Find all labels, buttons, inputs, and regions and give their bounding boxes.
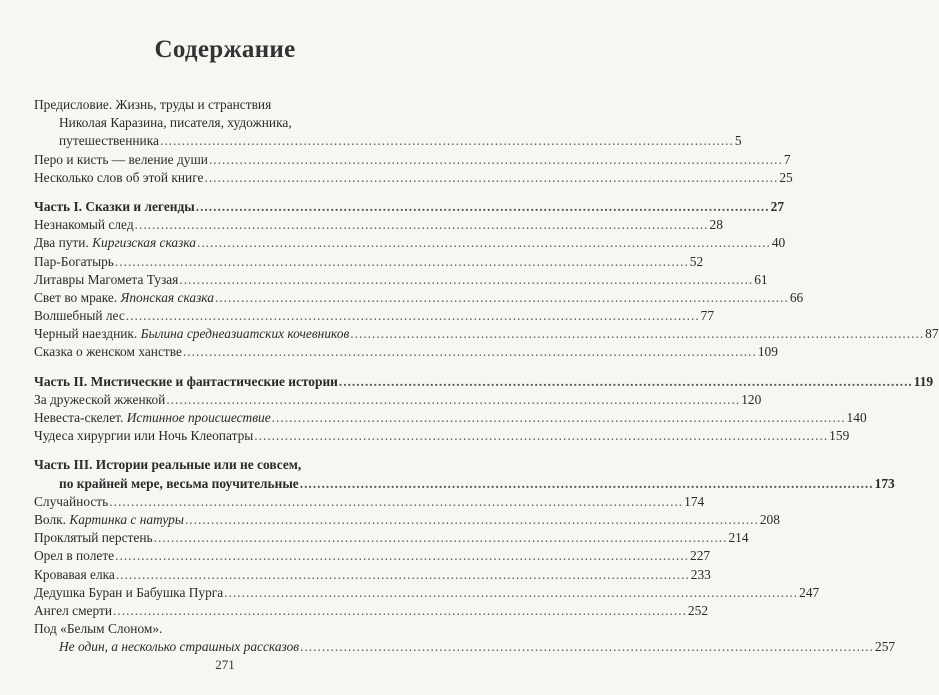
- dot-leader: [115, 547, 689, 565]
- page-ref: 66: [789, 289, 804, 305]
- toc-part-heading[interactable]: Часть II. Мистические и фантастические истории ..... 119: [34, 373, 406, 391]
- dot-leader: [272, 409, 846, 427]
- dot-leader: [350, 325, 924, 343]
- dot-leader: [196, 198, 770, 216]
- toc-entry[interactable]: Кровавая елка ..... 233: [34, 566, 406, 584]
- dot-leader: [135, 216, 709, 234]
- page-number: 271: [215, 657, 235, 672]
- toc-entry[interactable]: Волк. Картинка с натуры ..... 208: [34, 511, 406, 529]
- page-ref: 119: [913, 373, 934, 389]
- dot-leader: [300, 638, 874, 656]
- toc-entry[interactable]: Волшебный лес ..... 77: [34, 307, 406, 325]
- dot-leader: [179, 271, 753, 289]
- dot-leader: [185, 511, 759, 529]
- page-ref: 214: [728, 530, 749, 546]
- page-ref: 5: [734, 133, 742, 149]
- toc-entry[interactable]: За дружеской жженкой ..... 120: [34, 391, 406, 409]
- toc-entry-preface-line2: Николая Каразина, писателя, художника,: [59, 115, 292, 131]
- toc-entry[interactable]: Свет во мраке. Японская сказка ..... 66: [34, 289, 406, 307]
- toc-entry[interactable]: Случайность ..... 174: [34, 493, 406, 511]
- toc-entry[interactable]: Пар-Богатырь ..... 52: [34, 253, 406, 271]
- toc-entry[interactable]: Два пути. Киргизская сказка ..... 40: [34, 234, 406, 252]
- toc-part-heading[interactable]: Часть I. Сказки и легенды ..... 27: [34, 198, 406, 216]
- page-title: Содержание: [154, 36, 296, 63]
- toc-entry[interactable]: Орел в полете ..... 227: [34, 547, 406, 565]
- page-ref: 77: [700, 308, 715, 324]
- dot-leader: [300, 475, 874, 493]
- page-ref: 140: [846, 410, 867, 425]
- dot-leader: [115, 253, 689, 271]
- toc-entry[interactable]: Литавры Магомета Тузая ..... 61: [34, 271, 406, 289]
- dot-leader: [166, 391, 740, 409]
- toc-entry[interactable]: Дедушка Буран и Бабушка Пурга ..... 247: [34, 584, 406, 602]
- dot-leader: [254, 427, 828, 445]
- page-ref: 109: [757, 344, 778, 360]
- toc-entry[interactable]: Не один, а несколько страшных рассказов ..... 257: [34, 638, 406, 656]
- toc-entry[interactable]: Чудеса хирургии или Ночь Клеопатры ..... 159: [34, 427, 406, 445]
- dot-leader: [183, 343, 757, 361]
- page-ref: 120: [741, 391, 762, 407]
- page-ref: 159: [829, 428, 850, 444]
- toc-entry-preface[interactable]: путешественника ..... 5: [34, 132, 406, 150]
- page-ref: 27: [770, 198, 785, 214]
- dot-leader: [113, 602, 687, 620]
- dot-leader: [224, 584, 798, 602]
- dot-leader: [204, 169, 778, 187]
- toc-entry-preface-line1: Предисловие. Жизнь, труды и странствия: [34, 97, 272, 112]
- page-ref: 252: [687, 602, 709, 618]
- toc-entry[interactable]: Незнакомый след ..... 28: [34, 216, 406, 234]
- dot-leader: [339, 373, 913, 391]
- toc-entry[interactable]: Несколько слов об этой книге ..... 25: [34, 169, 406, 187]
- dot-leader: [209, 151, 783, 169]
- page-ref: 233: [690, 566, 711, 582]
- page-ref: 227: [690, 548, 711, 564]
- toc-entry[interactable]: Проклятый перстень ..... 214: [34, 529, 406, 547]
- dot-leader: [215, 289, 789, 307]
- dot-leader: [126, 307, 700, 325]
- dot-leader: [160, 132, 734, 150]
- toc-entry[interactable]: Невеста-скелет. Истинное происшествие ..... 140: [34, 409, 406, 427]
- table-of-contents: [34, 96, 939, 656]
- page-ref: 28: [709, 217, 723, 233]
- toc-part-heading[interactable]: по крайней мере, весьма поучительные ..... 173: [34, 475, 406, 493]
- page-ref: 61: [754, 271, 768, 287]
- page-ref: 174: [684, 493, 705, 509]
- page-ref: 52: [689, 253, 704, 269]
- page-ref: 40: [771, 235, 786, 251]
- dot-leader: [116, 566, 690, 584]
- toc-entry[interactable]: Перо и кисть — веление души ..... 7: [34, 151, 406, 169]
- dot-leader: [109, 493, 683, 511]
- page-ref: 87: [925, 326, 939, 342]
- page-ref: 25: [779, 169, 793, 185]
- toc-part-heading-line1: Часть III. Истории реальные или не совсем,: [34, 457, 302, 473]
- page-ref: 208: [759, 511, 780, 527]
- toc-entry-line1: Под «Белым Слоном».: [34, 621, 163, 637]
- dot-leader: [197, 234, 771, 252]
- toc-entry[interactable]: Черный наездник. Былина среднеазиатских кочевников ..... 87: [34, 325, 406, 343]
- toc-entry[interactable]: Сказка о женском ханстве ..... 109: [34, 343, 406, 361]
- page-ref: 173: [874, 475, 895, 491]
- page-ref: 7: [783, 151, 791, 167]
- page-ref: 247: [799, 584, 820, 600]
- toc-entry[interactable]: Ангел смерти ..... 252: [34, 602, 406, 620]
- page-ref: 257: [875, 639, 896, 655]
- dot-leader: [154, 529, 728, 547]
